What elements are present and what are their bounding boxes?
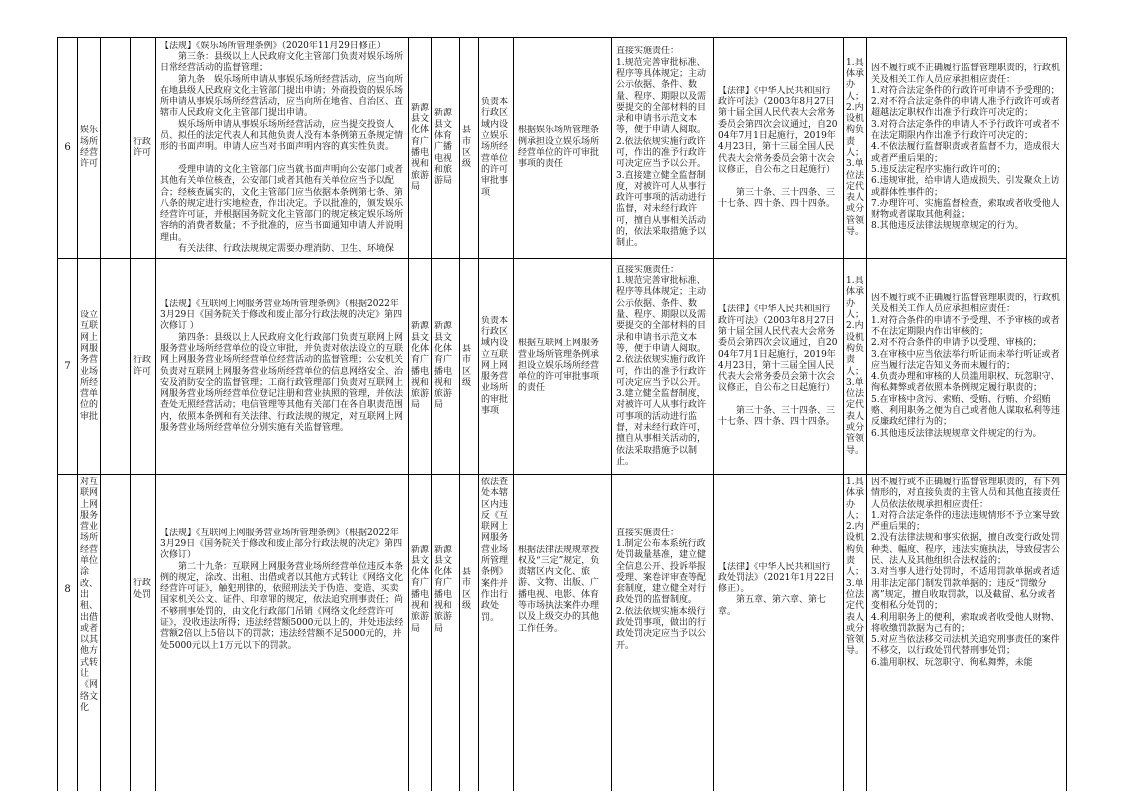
cell-implementing-department: 新源县文化体育广播电视和旅游局 <box>432 259 460 475</box>
table-row <box>58 259 1067 475</box>
cell-level: 县市区级 <box>460 259 479 475</box>
cell-category: 行政处罚 <box>131 475 156 791</box>
cell-number: 8 <box>58 475 78 791</box>
cell-implementation-responsibility: 直接实施责任： 1.规范完善审批标准、程序等具体规定；主动公示依据、条件、数量、程序、期限以及需要提交的全部材料的目录和申请书示范文本等，便于申请人阅取。 2.依法依规实施行政许可，作出的准予行政许可决定应当予以公开。 3.直接建立健全监督制度，对被许可人从事行政许可事项的活动进行监督，对未经行政许可，擅自从事相关活动的，依法采取措施予以制止。 <box>612 38 714 259</box>
table-row <box>58 475 1067 791</box>
cell-department: 新源县文化体育广播电视和旅游局 <box>409 38 432 259</box>
cell-item-name: 设立互联网上网服务营业场所经营单位的审批 <box>78 259 101 475</box>
cell-responsible-subject: 1.具体承办人；2.内设机构负责人；3.单位法定代表人或分管领导。 <box>844 38 867 259</box>
cell-category: 行政许可 <box>131 38 156 259</box>
cell-duty: 根据娱乐场所管理条例承担设立娱乐场所经营单位的许可审批事项的责任 <box>514 38 612 259</box>
cell-item-name: 娱乐场所经营许可 <box>78 38 101 259</box>
cell-level: 县市区级 <box>460 38 479 259</box>
cell-responsibility-law: 【法律】《中华人民共和国行政许可法》（2003年8月27日第十届全国人民代表大会常务委员会第四次会议通过，自2004年7月1日起施行，2019年4月23日，第十三届全国人民代表大会常务委员会第十次会议修正，自公布之日起施行） 第三十条、三十四条、三十七条、四十条、四十四条。 <box>714 259 844 475</box>
power-list-table <box>57 37 1067 791</box>
cell-scope: 负责本行政区域内设立互联网上网服务营业场所的审批事项 <box>479 259 514 475</box>
cell-scope: 依法查处本辖区内违反《互联网上网服务营业场所管理条例》案件并作出行政处罚。 <box>479 475 514 791</box>
cell-item-name: 对互联网上网服务营业场所经营单位涂改、出租、出借或者以其他方式转让《网络文化 <box>78 475 101 791</box>
cell-legal-basis: 【法规】《互联网上网服务营业场所管理条例》（根据2022年3月29日《国务院关于修改和废止部分行政法规的决定》第四次修订 ） 第四条：县级以上人民政府文化行政部门负责互联网上网服务营业场所经营单位的设立审批，并负责对依法设立的互联网上网服务营业场所经营单位经营活动的监督管理；公安机关负责对互联网上网服务营业场所经营单位的信息网络安全、治安及消防安全的监督管理；工商行政管理部门负责对互联网上网服务营业场所经营单位登记注册和营业执照的管理，并依法查处无照经营活动；电信管理等其他有关部门在各自职责范围内，依照本条例和有关法律、行政法规的规定，对互联网上网服务营业场所经营单位分别实施有关监督管理。 <box>156 259 409 475</box>
table-row <box>58 38 1067 259</box>
cell-implementing-department: 新源县文化体育广播电视和旅游局 <box>432 475 460 791</box>
cell-implementing-department: 新源县文体育广播电视和旅游局 <box>432 38 460 259</box>
cell-scope: 负责本行政区域内设立娱乐场所经营单位的许可审批事项 <box>479 38 514 259</box>
cell-responsibility-law: 【法律】《中华人民共和国行政处罚法》（2021年1月22日修正）。 第五章、第六章、第七章。 <box>714 475 844 791</box>
cell-department: 新源县文化体育广播电视和旅游局 <box>409 259 432 475</box>
cell-accountability: 因不履行或不正确履行监督管理职责的，行政机关及相关工作人员应承担相应责任： 1.对符合条件的申请不予受理、不予审核的或者不在法定期限内作出审核的； 2.对不符合条件的申请予以受理、审核的； 3.在审核中应当依法举行听证而未举行听证或者应当履行法定告知义务而未履行的； 4.负责办理和审核的人员滥用职权、玩忽职守、徇私舞弊或者依照本条例规定履行职责的； 5.在审核中贪污、索贿、受贿、行贿、介绍贿赂、利用职务之便为自己或者他人谋取私利等违反廉政纪律行为的； 6.其他违反法律法规规章文件规定的行为。 <box>867 259 1067 475</box>
cell-number: 6 <box>58 38 78 259</box>
cell-accountability: 因不履行或不正确履行监督管理职责的，有下列情形的，对直接负责的主管人员和其他直接责任人员依法依规承担相应责任： 1.对符合法定条件的违法违规情形不予立案导致严重后果的； 2.没有法律法规和事实依据，擅自改变行政处罚种类、幅度、程序，违法实施执法，导致侵害公民、法人及其他组织合法权益的； 3.对当事人进行处罚时，不适用罚款单据或者适用非法定部门制发罚款单据的；违反“罚缴分离”规定，擅自收取罚款，以及截留、私分或者变相私分处罚的； 4.利用职务上的便利，索取或者收受他人财物、将收缴罚款据为己有的； 5.对应当依法移交司法机关追究刑事责任的案件不移交，以行政处罚代替刑事处罚； 6.滥用职权、玩忽职守、徇私舞弊，未能 <box>867 475 1067 791</box>
cell-implementation-responsibility: 直接实施责任： 1.制定公布本系统行政处罚裁量基准，建立健全信息公开、投诉举报受理、案卷评审查等配套制度，建立健全对行政处罚的监督制度。 2.依法依规实施本级行政处罚事项，做出的行政处罚决定应当予以公开。 <box>612 475 714 791</box>
cell-accountability: 因不履行或不正确履行监督管理职责的，行政机关及相关工作人员应承担相应责任： 1.对符合法定条件的行政许可申请不予受理的； 2.对不符合法定条件的申请人准予行政许可或者超越法定职权作出准予行政许可决定的； 3.对符合法定条件的申请人不予行政许可或者不在法定期限内作出准予行政许可决定的； 4.不依法履行监督职责或者监督不力，造成很大或者严重后果的； 5.违反法定程序实施行政许可的； 6.违规审批，给申请人造成损失、引发聚众上访或群体性事件的； 7.办理许可、实施监督检查，索取或者收受他人财物或者谋取其他利益； 8.其他违反法律法规规章规定的行为。 <box>867 38 1067 259</box>
cell-duty: 根据互联网上网服务营业场所管理条例承担设立娱乐场所经营单位的许可审批事项的责任 <box>514 259 612 475</box>
cell-department: 新源县文化体育广播电视和旅游局 <box>409 475 432 791</box>
cell-duty: 根据法律法规规章授权及“三定”规定，负责辖区内文化、旅游、文物、出版、广播电视、电影、体育等市场执法案件办理以及上级交办的其他工作任务。 <box>514 475 612 791</box>
cell-blank <box>101 475 131 791</box>
cell-category: 行政许可 <box>131 259 156 475</box>
cell-legal-basis: 【法规】《娱乐场所管理条例》（2020年11月29日修正） 第三条：县级以上人民政府文化主管部门负责对娱乐场所日常经营活动的监督管理； 第九条 娱乐场所申请从事娱乐场所经营活动，应当向所在地县级人民政府文化主管部门提出申请；外商投资的娱乐场所申请从事娱乐场所经营活动，应当向所在地省、自治区、直辖市人民政府文化主管部门提出申请。 娱乐场所申请从事娱乐场所经营活动，应当提交投资人员、拟任的法定代表人和其他负责人没有本条例第五条规定情形的书面声明。申请人应当对书面声明内容的真实性负责。 受理申请的文化主管部门应当就书面声明向公安部门或者其他有关单位核查，公安部门或者其他有关单位应当予以配合；经核查属实的，文化主管部门应当依据本条例第七条、第八条的规定进行实地检查，作出决定。予以批准的，颁发娱乐经营许可证，并根据国务院文化主管部门的规定核定娱乐场所容纳的消费者数量；不予批准的，应当书面通知申请人并说明理由。 有关法律、行政法规规定需要办理消防、卫生、环境保 <box>156 38 409 259</box>
cell-responsibility-law: 【法律】《中华人民共和国行政许可法》（2003年8月27日第十届全国人民代表大会常务委员会第四次会议通过，自2004年7月1日起施行，2019年4月23日，第十三届全国人民代表大会常务委员会第十次会议修正，自公布之日起施行） 第三十条、三十四条、三十七条、四十条、四十四条。 <box>714 38 844 259</box>
cell-blank <box>101 259 131 475</box>
power-list-table-wrapper <box>57 37 1066 791</box>
cell-level: 县市区级 <box>460 475 479 791</box>
cell-number: 7 <box>58 259 78 475</box>
cell-implementation-responsibility: 直接实施责任： 1.规范完善审批标准、程序等具体规定；主动公示依据、条件、数量、程序、期限以及需要提交的全部材料的目录和申请书示范文本等，便于申请人阅取。 2.依法依规实施行政许可，作出的准予行政许可决定应当予以公开。 3.建立健全监督制度，对被许可人从事行政许可事项的活动进行监督，对未经行政许可，擅自从事相关活动的，依法采取措施予以制止。 <box>612 259 714 475</box>
cell-legal-basis: 【法规】《互联网上网服务营业场所管理条例》（根据2022年3月29日《国务院关于修改和废止部分行政法规的决定》第四次修订） 第二十九条：互联网上网服务营业场所经营单位违反本条例的规定，涂改、出租、出借或者以其他方式转让《网络文化经营许可证》，触犯刑律的，依照刑法关于伪造、变造、买卖国家机关公文、证件、印章罪的规定，依法追究刑事责任；尚不够刑事处罚的，由文化行政部门吊销《网络文化经营许可证》，没收违法所得；违法经营额5000元以上的，并处违法经营额2倍以上5倍以下的罚款；违法经营额不足5000元的，并处5000元以上1万元以下的罚款。 <box>156 475 409 791</box>
cell-responsible-subject: 1.具体承办人；2.内设机构负责人；3.单位法定代表人或分管领导。 <box>844 259 867 475</box>
cell-responsible-subject: 1.具体承办人；2.内设机构负责人；3.单位法定代表人或分管领导。 <box>844 475 867 791</box>
cell-blank <box>101 38 131 259</box>
